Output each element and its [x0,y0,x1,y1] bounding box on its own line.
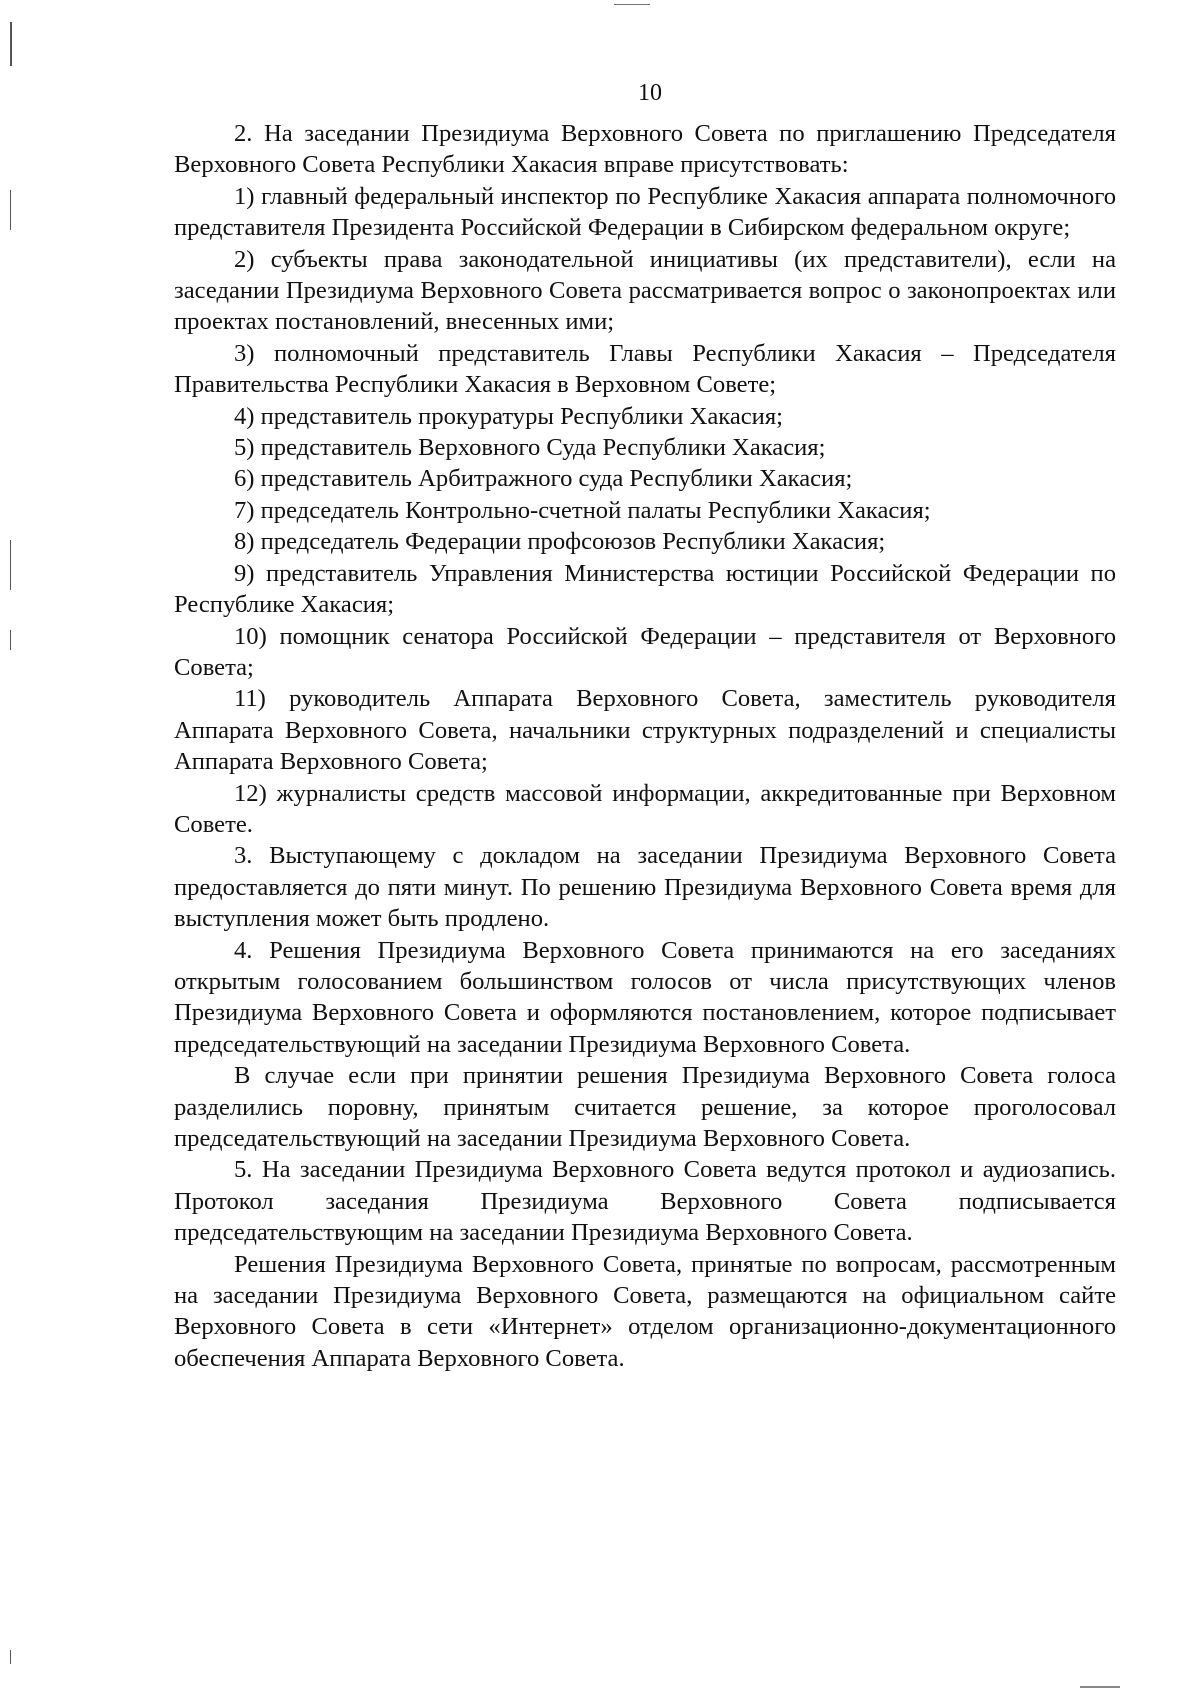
list-item: 1) главный федеральный инспектор по Республике Хакасия аппарата полномочного представителя Президента Российской Федерации в Сибирском федеральном округе; [174,182,1116,242]
paragraph: 3. Выступающему с докладом на заседании Президиума Верховного Совета предоставляется до пяти минут. По решению Президиума Верховного Совета время для выступления может быть продлено. [174,842,1116,933]
list-item: 8) председатель Федерации профсоюзов Республики Хакасия; [234,528,886,556]
list-item: 5) представитель Верховного Суда Республики Хакасия; [234,434,826,462]
page-number: 10 [638,80,662,106]
scan-edge-line [10,190,11,230]
list-item: 7) председатель Контрольно-счетной палаты Республики Хакасия; [234,496,931,524]
paragraph: 4. Решения Президиума Верховного Совета принимаются на его заседаниях открытым голосованием большинством голосов от числа присутствующих членов Президиума Верховного Совета и оформляются постановлением, которое подписывает председательствующий на заседании Президиума Верховного Совета. [174,936,1116,1058]
paragraph: 5. На заседании Президиума Верховного Совета ведутся протокол и аудиозапись. Протокол заседания Президиума Верховного Совета подписывается председательствующим на заседании Президиума Верховного Совета. [174,1156,1116,1247]
list-item: 11) руководитель Аппарата Верховного Совета, заместитель руководителя Аппарата Верховного Совета, начальники структурных подразделений и специалисты Аппарата Верховного Совета; [174,685,1116,776]
list-item: 4) представитель прокуратуры Республики Хакасия; [234,402,783,430]
list-item: 2) субъекты права законодательной инициативы (их представители), если на заседании Президиума Верховного Совета рассматривается вопрос о законопроектах или проектах постановлений, внесенных ими; [174,245,1116,336]
scan-edge-line [10,1650,11,1664]
paragraph: 2. На заседании Президиума Верховного Совета по приглашению Председателя Верховного Совета Республики Хакасия вправе присутствовать: [174,120,1116,179]
scan-corner-mark [1080,1686,1120,1688]
list-item: 10) помощник сенатора Российской Федерации – представителя от Верховного Совета; [174,622,1116,681]
list-item: 12) журналисты средств массовой информации, аккредитованные при Верховном Совете. [174,779,1116,838]
scan-edge-line [10,540,11,590]
scan-edge-line [10,630,11,650]
paragraph: В случае если при принятии решения Президиума Верховного Совета голоса разделились поровну, принятым считается решение, за которое проголосовал председательствующий на заседании Президиума Верховного Совета. [174,1062,1116,1152]
list-item: 3) полномочный представитель Главы Республики Хакасия – Председателя Правительства Республики Хакасия в Верховном Совете; [174,339,1116,399]
scan-edge-line [10,22,12,66]
document-body [174,118,1116,1374]
scan-top-mark [614,4,650,5]
list-item: 9) представитель Управления Министерства юстиции Российской Федерации по Республике Хакасия; [174,559,1116,619]
paragraph: Решения Президиума Верховного Совета, принятые по вопросам, рассмотренным на заседании Президиума Верховного Совета, размещаются на официальном сайте Верховного Совета в сети «Интернет» отделом организационно-документационного обеспечения Аппарата Верховного Совета. [174,1250,1116,1372]
list-item: 6) представитель Арбитражного суда Республики Хакасия; [234,465,853,493]
